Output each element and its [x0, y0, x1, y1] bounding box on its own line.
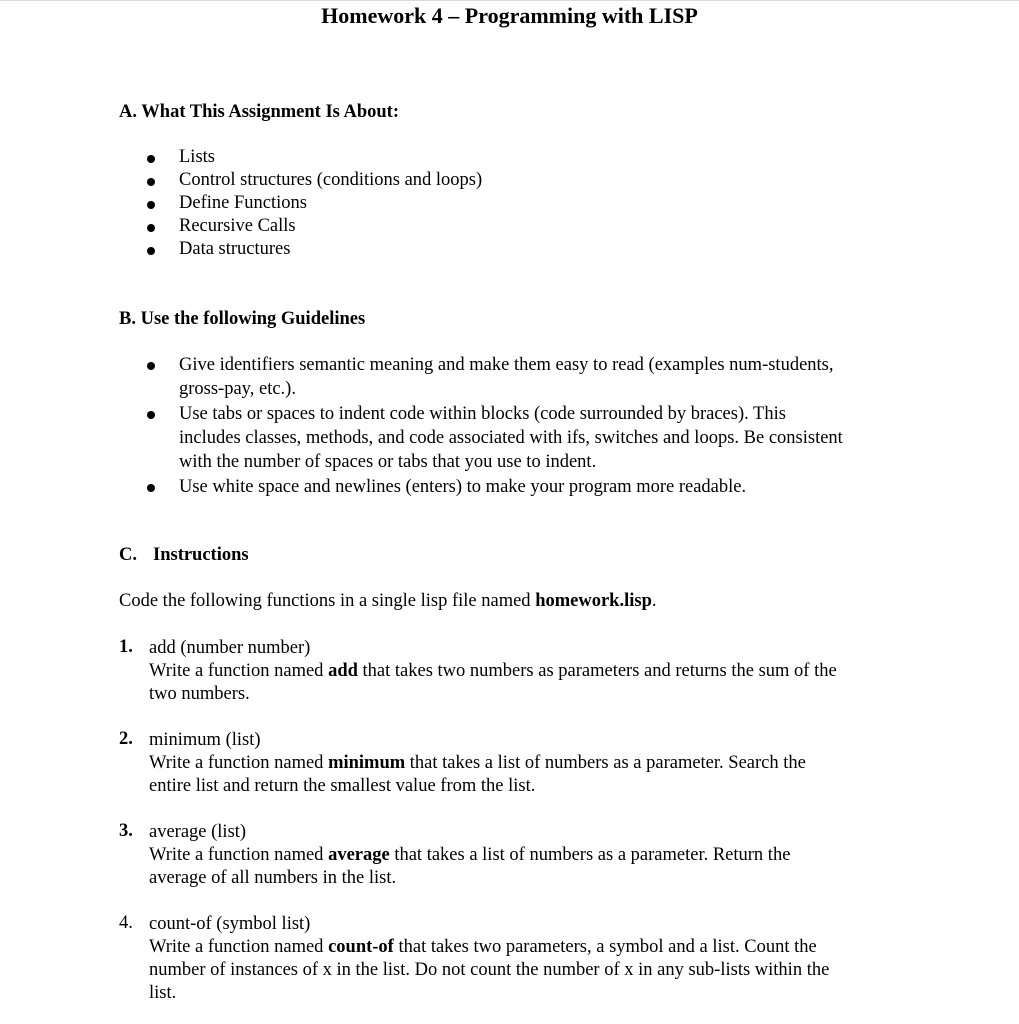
bullet-icon	[147, 201, 155, 209]
instructions-intro: Code the following functions in a single lisp file named homework.lisp.	[119, 591, 657, 611]
document-title: Homework 4 – Programming with LISP	[321, 3, 698, 28]
task-signature: minimum (list)	[149, 730, 261, 750]
bullet-icon	[147, 155, 155, 163]
section-a-item: Define Functions	[179, 193, 307, 213]
task-description-line: two numbers.	[149, 684, 250, 704]
task-number: 3.	[119, 821, 133, 841]
guideline-line: Use tabs or spaces to indent code within blocks (code surrounded by braces). This	[179, 404, 786, 424]
section-a-item: Data structures	[179, 239, 291, 259]
task-signature: count-of (symbol list)	[149, 914, 311, 934]
bullet-icon	[147, 247, 155, 255]
bullet-icon	[147, 224, 155, 232]
guideline-line: gross-pay, etc.).	[179, 379, 296, 399]
task-description: Write a function named average that takes a list of numbers as a parameter. Return the	[149, 845, 791, 865]
task-description-line: average of all numbers in the list.	[149, 868, 397, 888]
section-a-item: Control structures (conditions and loops)	[179, 170, 483, 190]
section-a-item: Recursive Calls	[179, 216, 296, 236]
task-number: 2.	[119, 729, 133, 749]
function-name: count-of	[328, 937, 394, 957]
task-description: Write a function named add that takes two numbers as parameters and returns the sum of the	[149, 661, 837, 681]
guideline-line: includes classes, methods, and code associated with ifs, switches and loops. Be consistent	[179, 428, 843, 448]
guideline-line: Give identifiers semantic meaning and make them easy to read (examples num-students,	[179, 355, 834, 375]
task-signature: average (list)	[149, 822, 247, 842]
task-description-line: entire list and return the smallest value from the list.	[149, 776, 536, 796]
function-name: average	[328, 845, 390, 865]
guideline-line: Use white space and newlines (enters) to make your program more readable.	[179, 477, 747, 497]
task-description-line: number of instances of x in the list. Do not count the number of x in any sub-lists within the	[149, 960, 830, 980]
task-description-line: list.	[149, 983, 177, 1003]
task-number: 1.	[119, 637, 133, 657]
section-c-heading-letter: C.	[119, 545, 137, 565]
task-number: 4.	[119, 913, 133, 933]
function-name: add	[328, 661, 358, 681]
task-signature: add (number number)	[149, 638, 311, 658]
file-name: homework.lisp	[535, 591, 652, 611]
guideline-line: with the number of spaces or tabs that you use to indent.	[179, 452, 597, 472]
task-description: Write a function named count-of that takes two parameters, a symbol and a list. Count the	[149, 937, 817, 957]
bullet-icon	[147, 484, 155, 492]
bullet-icon	[147, 178, 155, 186]
task-description: Write a function named minimum that takes a list of numbers as a parameter. Search the	[149, 753, 806, 773]
function-name: minimum	[328, 753, 406, 773]
bullet-icon	[147, 411, 155, 419]
section-a-item: Lists	[179, 147, 215, 167]
section-a-heading: A. What This Assignment Is About:	[119, 102, 399, 122]
page-top-border	[0, 0, 1019, 1]
section-b-heading: B. Use the following Guidelines	[119, 309, 366, 329]
bullet-icon	[147, 362, 155, 370]
section-c-heading: Instructions	[153, 545, 249, 565]
